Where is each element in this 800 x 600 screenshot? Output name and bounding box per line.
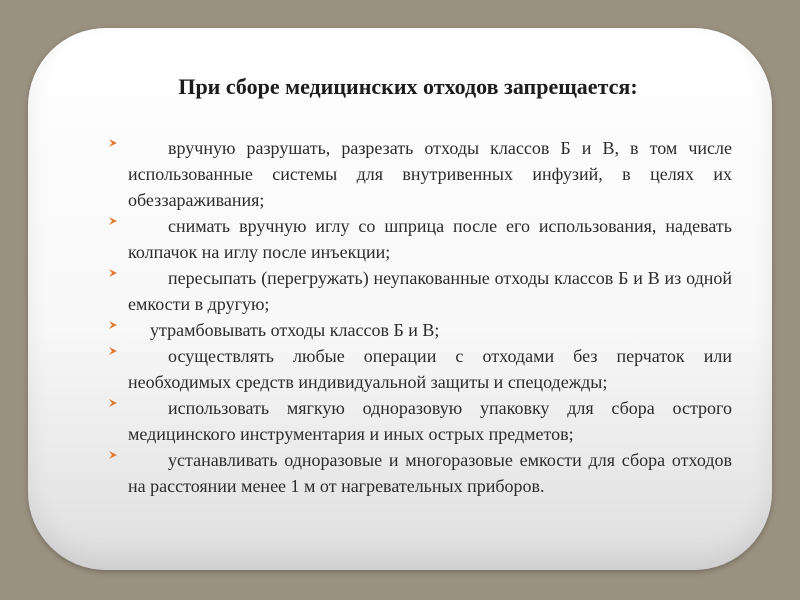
list-item: [100, 447, 732, 499]
arrowhead-bullet-icon: [108, 138, 118, 148]
list-item-text: вручную разрушать, разрезать отходы классов Б и В, в том числе использованные системы для внутривенных инфузий, в целях их обеззараживания;: [128, 138, 732, 210]
arrowhead-bullet-icon: [108, 450, 118, 460]
prohibitions-list: [100, 135, 732, 499]
list-item-text: осуществлять любые операции с отходами без перчаток или необходимых средств индивидуальной защиты и спецодежды;: [128, 346, 732, 392]
arrowhead-bullet-icon: [108, 346, 118, 356]
list-item-text: пересыпать (перегружать) неупакованные отходы классов Б и В из одной емкости в другую;: [128, 268, 732, 314]
list-item-text: снимать вручную иглу со шприца после его использования, надевать колпачок на иглу после инъекции;: [128, 216, 732, 262]
slide-card: [28, 28, 772, 570]
list-item: [100, 213, 732, 265]
list-item: [100, 343, 732, 395]
arrowhead-bullet-icon: [108, 398, 118, 408]
list-item: [100, 135, 732, 213]
list-item: [100, 395, 732, 447]
list-item-text: использовать мягкую одноразовую упаковку для сбора острого медицинского инструментария и иных острых предметов;: [128, 398, 732, 444]
list-item-text: устанавливать одноразовые и многоразовые емкости для сбора отходов на расстоянии менее 1 м от нагревательных приборов.: [128, 450, 732, 496]
arrowhead-bullet-icon: [108, 320, 118, 330]
slide-title: При сборе медицинских отходов запрещается:: [178, 74, 638, 99]
list-item-text: утрамбовывать отходы классов Б и В;: [150, 320, 440, 340]
list-item: [100, 317, 732, 343]
arrowhead-bullet-icon: [108, 268, 118, 278]
arrowhead-bullet-icon: [108, 216, 118, 226]
list-item: [100, 265, 732, 317]
